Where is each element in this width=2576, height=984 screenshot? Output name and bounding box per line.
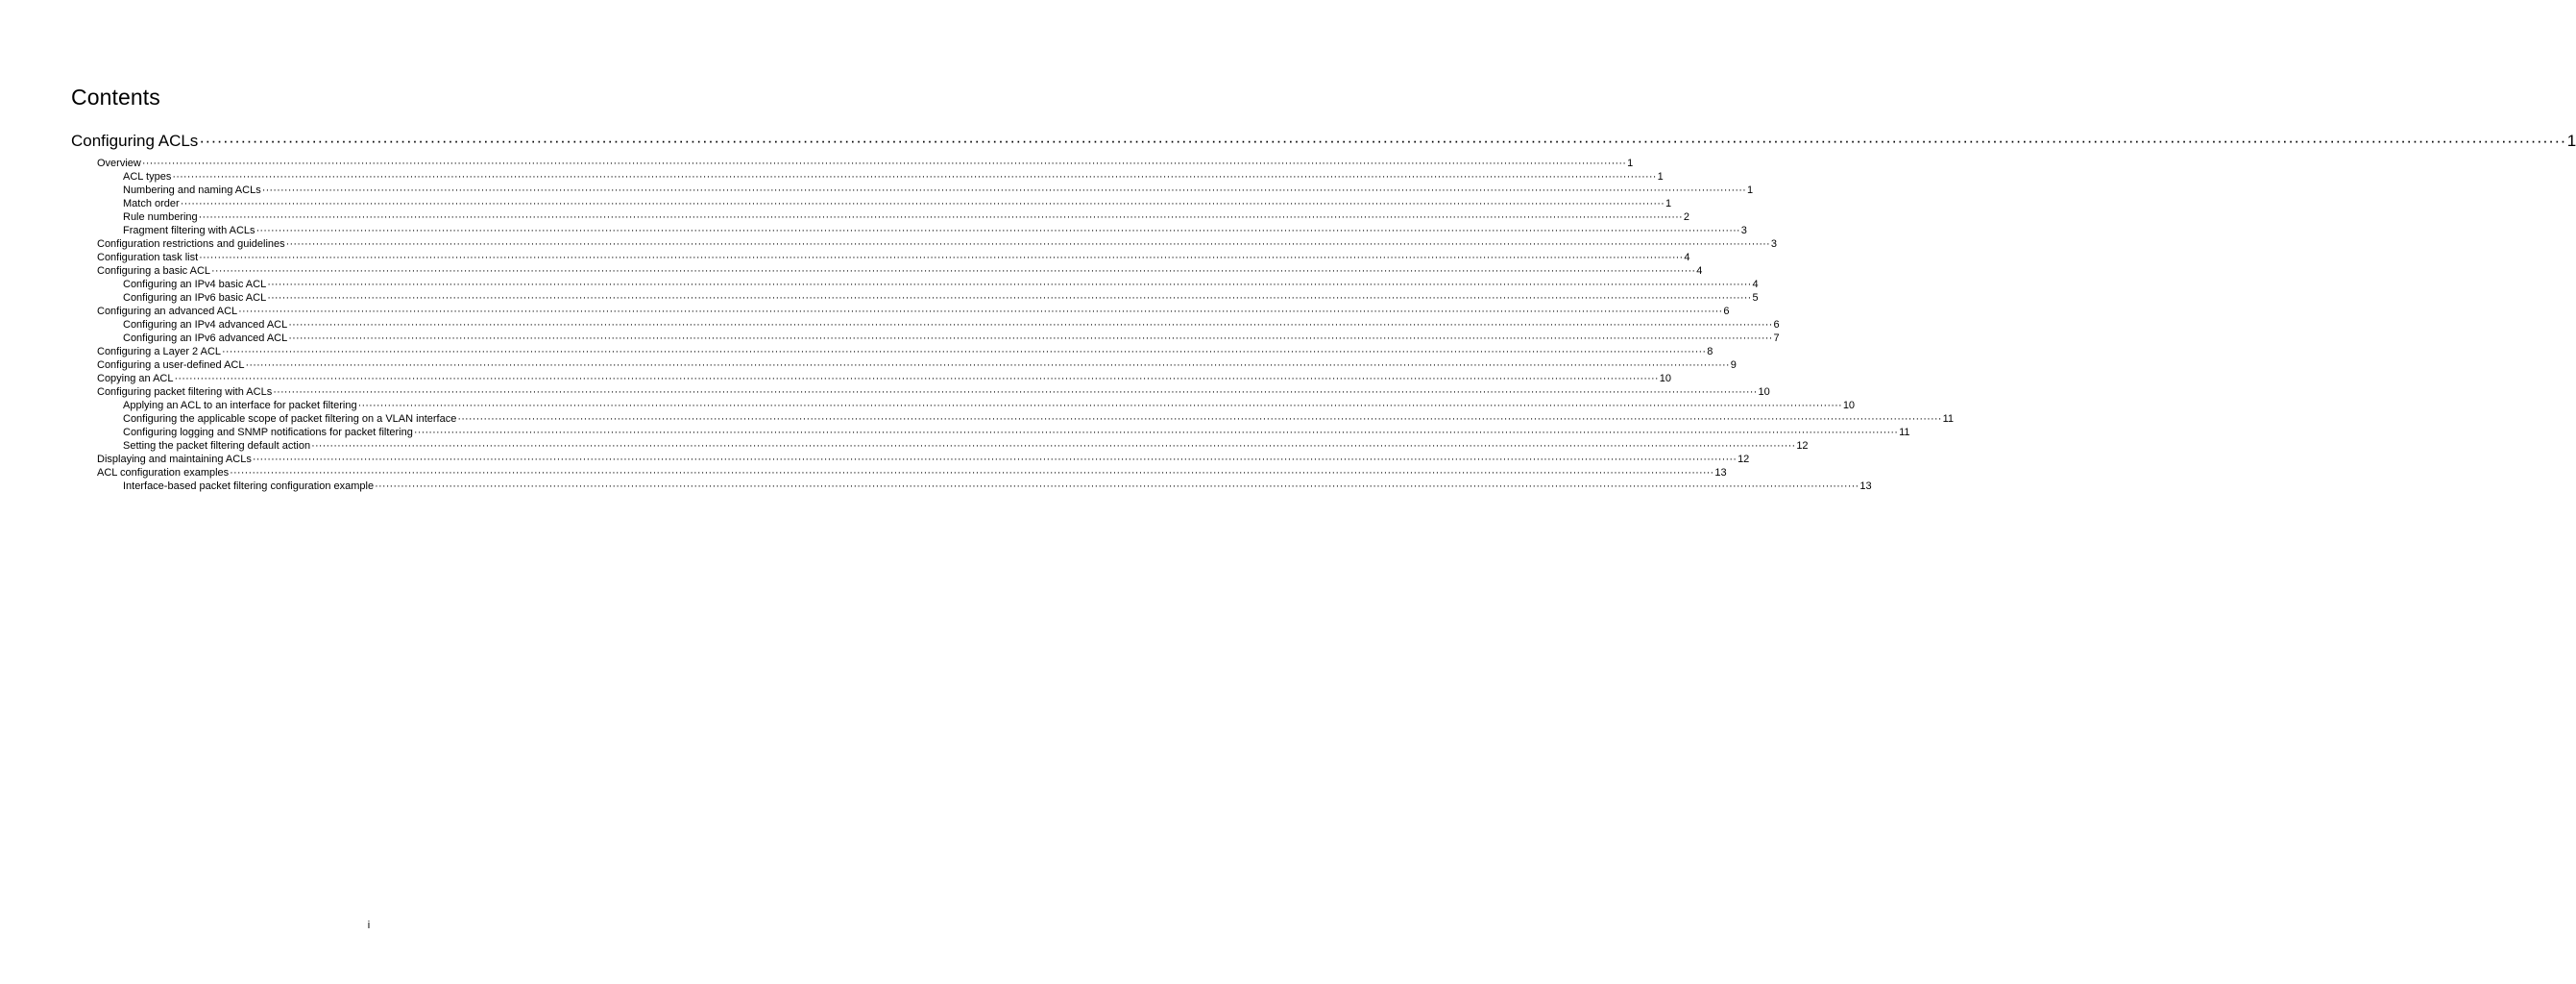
toc-entry[interactable] [123, 184, 1754, 197]
toc-entry-label: Numbering and naming ACLs [123, 184, 261, 196]
toc-entry[interactable] [123, 291, 1759, 305]
page-title: Contents [71, 85, 160, 110]
toc-entry-page-number: 10 [1659, 373, 1671, 384]
toc-entry-page-number: 1 [1665, 198, 1672, 209]
dot-leader: ················································································································································································································································································································································································································ [267, 292, 1752, 304]
dot-leader: ················································································································································································································································································································································································································ [198, 211, 1683, 223]
toc-entry-label: Applying an ACL to an interface for packet filtering [123, 400, 357, 411]
toc-entry-label: ACL configuration examples [97, 467, 230, 479]
toc-entry-page-number: 1 [1746, 184, 1754, 196]
toc-entry-page-number: 12 [1738, 454, 1750, 465]
toc-entry-label: Configuring a basic ACL [97, 265, 211, 277]
toc-entry-label: Configuring an IPv6 basic ACL [123, 292, 267, 304]
toc-entry-page-number: 5 [1752, 292, 1759, 304]
page-footer-number: i [367, 920, 371, 931]
toc-entry[interactable] [123, 426, 1910, 439]
dot-leader: ················································································································································································································································································································································································································ [273, 386, 1758, 398]
dot-leader: ················································································································································································································································································································································································································ [261, 184, 1746, 196]
toc-entry[interactable] [97, 466, 1727, 480]
toc-entry-label: Configuring an IPv4 basic ACL [123, 279, 267, 290]
toc-entry-label: Configuration task list [97, 252, 199, 263]
dot-leader: ················································································································································································································································································································································································································ [267, 279, 1752, 290]
dot-leader: ················································································································································································································································································································································································································ [285, 238, 1770, 250]
toc-entry-label: Configuring a Layer 2 ACL [97, 346, 222, 357]
toc-entry-label: Configuring a user-defined ACL [97, 359, 245, 371]
toc-entry[interactable] [123, 170, 1664, 184]
toc-entry[interactable] [97, 358, 1737, 372]
dot-leader: ················································································································································································································································································································································································································ [311, 440, 1796, 452]
toc-entry-page-number: 2 [1683, 211, 1690, 223]
toc-entry-page-number: 13 [1714, 467, 1727, 479]
toc-entry-label: Configuring the applicable scope of packet filtering on a VLAN interface [123, 413, 457, 425]
toc-entry-label: Configuring packet filtering with ACLs [97, 386, 273, 398]
toc-entry-page-number: 3 [1770, 238, 1778, 250]
dot-leader: ················································································································································································································································································································································································································ [199, 132, 2566, 150]
dot-leader: ················································································································································································································································································································································································································ [245, 359, 1730, 371]
toc-entry-label: Displaying and maintaining ACLs [97, 454, 252, 465]
dot-leader: ················································································································································································································································································································································································································ [172, 171, 1657, 183]
toc-entry[interactable] [123, 480, 1872, 493]
toc-entry-page-number: 1 [1627, 158, 1634, 169]
chapter-label: Configuring ACLs [71, 132, 199, 150]
toc-entry-page-number: 12 [1796, 440, 1809, 452]
toc-entry-page-number: 10 [1842, 400, 1856, 411]
dot-leader: ················································································································································································································································································································································································································ [238, 306, 1723, 317]
toc-entry-label: Match order [123, 198, 180, 209]
toc-entry-label: Overview [97, 158, 141, 169]
toc-entry-page-number: 1 [1657, 171, 1664, 183]
dot-leader: ················································································································································································································································································································································································································ [288, 332, 1773, 344]
toc-entry-label: Configuring an IPv6 advanced ACL [123, 332, 288, 344]
toc-entry[interactable] [123, 278, 1759, 291]
toc-entry[interactable] [123, 197, 1672, 210]
toc-entry-label: Rule numbering [123, 211, 198, 223]
toc-entry[interactable] [123, 439, 1809, 453]
dot-leader: ················································································································································································································································································································································································································ [255, 225, 1740, 236]
toc-entry[interactable] [123, 210, 1690, 224]
toc-entry-page-number: 11 [1899, 427, 1910, 438]
toc-entry-page-number: 6 [1723, 306, 1730, 317]
dot-leader: ················································································································································································································································································································································································································ [141, 158, 1627, 169]
toc-entry[interactable] [123, 224, 1747, 237]
toc-entry[interactable] [123, 412, 1954, 426]
toc-entry[interactable] [97, 372, 1671, 385]
toc-entry[interactable] [97, 345, 1713, 358]
toc-entry-page-number: 6 [1773, 319, 1780, 331]
toc-entry[interactable] [97, 453, 1750, 466]
toc-entry-label: Configuring an advanced ACL [97, 306, 238, 317]
toc-entry[interactable] [123, 332, 1780, 345]
toc-entry[interactable] [97, 385, 1770, 399]
dot-leader: ················································································································································································································································································································································································································ [252, 454, 1738, 465]
dot-leader: ················································································································································································································································································································································································································ [211, 265, 1696, 277]
toc-entry[interactable] [123, 318, 1780, 332]
toc-entry-page-number: 11 [1942, 413, 1954, 425]
toc-entry-label: Configuring logging and SNMP notifications for packet filtering [123, 427, 413, 438]
toc-entry-page-number: 4 [1684, 252, 1690, 263]
toc-entry-label: Configuration restrictions and guidelines [97, 238, 285, 250]
toc-entry-page-number: 4 [1752, 279, 1759, 290]
toc-entry-page-number: 4 [1696, 265, 1703, 277]
toc-entry-label: ACL types [123, 171, 172, 183]
toc-entry[interactable] [97, 264, 1703, 278]
dot-leader: ················································································································································································································································································································································································································ [230, 467, 1714, 479]
toc-entry[interactable] [123, 399, 1856, 412]
dot-leader: ················································································································································································································································································································································································································ [199, 252, 1684, 263]
toc-entry-page-number: 8 [1707, 346, 1713, 357]
dot-leader: ················································································································································································································································································································································································································ [375, 480, 1859, 492]
toc-entry-label: Copying an ACL [97, 373, 174, 384]
toc-entry-label: Fragment filtering with ACLs [123, 225, 255, 236]
dot-leader: ················································································································································································································································································································································································································ [457, 413, 1942, 425]
dot-leader: ················································································································································································································································································································································································································ [174, 373, 1659, 384]
toc-entry-page-number: 3 [1740, 225, 1747, 236]
toc-entry-page-number: 7 [1773, 332, 1780, 344]
chapter-page-number: 1 [2566, 132, 2576, 150]
toc-entry-page-number: 9 [1730, 359, 1737, 371]
toc-entry-page-number: 13 [1859, 480, 1872, 492]
toc-entry-label: Setting the packet filtering default action [123, 440, 311, 452]
dot-leader: ················································································································································································································································································································································································································ [413, 427, 1899, 438]
toc-entry[interactable] [97, 157, 1634, 170]
toc-entry-label: Interface-based packet filtering configuration example [123, 480, 375, 492]
toc-chapter-entry[interactable] [71, 131, 2576, 152]
dot-leader: ················································································································································································································································································································································································································ [222, 346, 1707, 357]
toc-entry-label: Configuring an IPv4 advanced ACL [123, 319, 288, 331]
dot-leader: ················································································································································································································································································································································································································ [288, 319, 1773, 331]
toc-entry[interactable] [97, 251, 1690, 264]
toc-entry[interactable] [97, 237, 1778, 251]
dot-leader: ················································································································································································································································································································································································································ [357, 400, 1842, 411]
dot-leader: ················································································································································································································································································································································································································ [180, 198, 1665, 209]
toc-entry-page-number: 10 [1758, 386, 1770, 398]
toc-list [0, 157, 1954, 493]
toc-entry[interactable] [97, 305, 1730, 318]
